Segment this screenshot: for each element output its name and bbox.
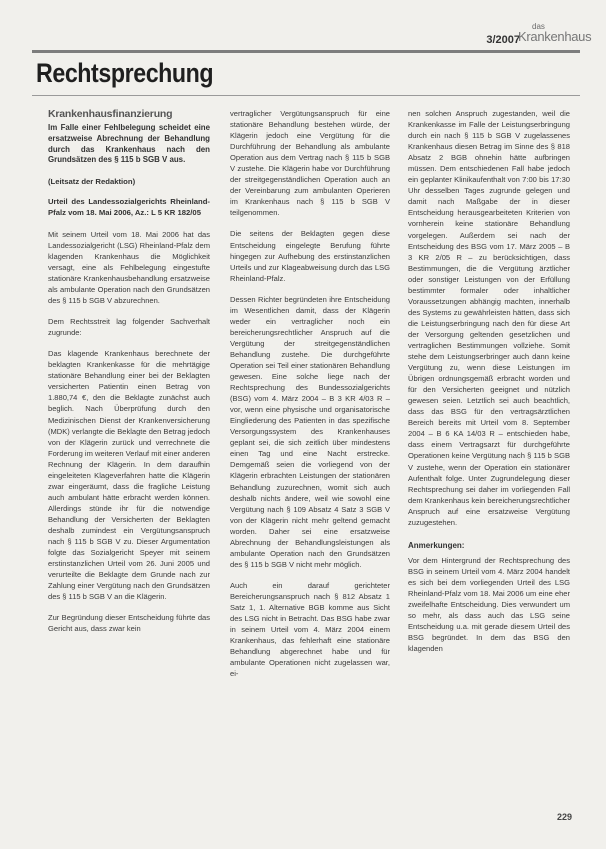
body-paragraph: Das klagende Krankenhaus berechnete der beklagten Krankenkasse für die mehrtägige stationäre Behandlung einer bei der Beklagten versicherten Patientin einen Betrag von 1.880,74 €, den die Beklagte zunächst auch beglich. Nach Überprüfung durch den Medizinischen Dienst der Krankenversicherung (MDK) verlangte die Beklagte den Betrag jedoch von der Klägerin zurück und verrechnete die Forderung im weiteren Verlauf mit einer anderen Rechnung der Klägerin. In dem daraufhin eingeleiteten Klageverfahren hatte die Klägerin zwar eingeräumt, dass die fragliche Leistung auch ambulant hätte erbracht werden können. Allerdings stünde ihr für die notwendige Behandlung der Versicherten der Beklagten deshalb zumindest ein Vergütungsanspruch nach § 115 b SGB V zu. Dieser Argumentation folgte das Sozialgericht Speyer mit seinem erstinstanzlichen Urteil vom 26. Juni 2005 und verurteilte die Beklagte dem Grunde nach zur Zahlung einer Vergütung nach den Grundsätzen des § 115 b SGB V an die Klägerin. [48,349,210,602]
page-number: 229 [556,812,572,822]
magazine-logo [518,22,592,48]
body-paragraph: nen solchen Anspruch zugestanden, weil die Krankenkasse im Falle der Leistungserbringung durch ein nach § 115 b SGB V zugelassenes Krankenhaus diesen Betrag im Sinne des § 818 Absatz 2 BGB ohnehin hätte aufbringen müssen. Dem entschiedenen Fall habe jedoch ein geplanter Klinikaufenthalt von 7:00 bis 17:30 Uhr desselben Tages zugrunde gelegen und damit nach Maßgabe der in dieser Entscheidung herausgearbeiteten Kriterien von vornherein keine stationäre Behandlung vorgelegen. Außerdem sei nach der Entscheidung des BSG vom 17. März 2005 – B 3 KR 2/05 R – zu berücksichtigen, dass Bestimmungen, die die Vergütung ärztlicher oder sonstiger Leistungen von der Erfüllung bestimmter formaler oder inhaltlicher Voraussetzungen abhängig machten, innerhalb des Systems zu gewährleisten hätten, dass sich die Leistungserbringung nach den für diese Art der Versorgung geltenden gesetzlichen und vertraglichen Bestimmungen vollziehe. Somit stehe dem Leistungserbringer auch dann keine Vergütung zu, wenn diese Leistungen im Übrigen ordnungsgemäß erbracht worden und für den Versicherten geeignet und nützlich gewesen seien. Letztlich sei auch beachtlich, dass das BSG für den vertragsärztlichen Bereich bereits mit Urteil vom 8. September 2004 – B 6 KA 14/03 R – entschieden habe, dass einem Vertragsarzt für durchgeführte Operationen keine Vergütung nach § 115 b SGB V zustehe, wenn der Operation ein stationärer Aufenthalt folge. Unter Zugrundelegung dieser Rechtsprechung sei daher im vorliegenden Fall dem Krankenhaus kein bereicherungsrechtlicher Anspruch auf eine ersatzweise Vergütung zuzugestehen. [408,109,570,527]
editor-note: (Leitsatz der Redaktion) [48,177,136,187]
body-paragraph: Dessen Richter begründeten ihre Entscheidung im Wesentlichen damit, dass der Klägerin weder ein vertraglicher noch ein bereicherungsrechtlicher Anspruch auf die Vergütung der streitgegenständlichen Behandlung zustehe. Die durchgeführte Operation sei Teil einer stationären Behandlung gewesen. Eine solche liege nach der Rechtsprechung des Bundessozialgerichts (BSG) vom 4. März 2004 – B 3 KR 4/03 R – vor, wenn eine physische und organisatorische Eingliederung des Patienten in das spezifische Versorgungssystem des Krankenhauses geplant sei, die sich zeitlich über mindestens einen Tag und eine Nacht erstrecke. Demgemäß seien die vorliegend von der Klägerin erbrachten Leistungen der stationären Behandlung zuzurechnen, womit sich auch deshalb nichts ändere, weil wie sowohl eine Vergütung nach § 109 Absatz 4 Satz 3 SGB V von der Klägerin nicht mehr geltend gemacht worden. Daher sei eine ersatzweise Abrechnung der Behandlungsleistungen als ambulante Operation nach den Grundsätzen des § 115 b SGB V nicht mehr möglich. [230,294,390,569]
column-2 [230,108,390,689]
body-paragraph: Zur Begründung dieser Entscheidung führte das Gericht aus, dass zwar kein [48,613,210,634]
body-paragraph: Mit seinem Urteil vom 18. Mai 2006 hat das Landessozialgericht (LSG) Rheinland-Pfalz dem klagenden Krankenhaus die Möglichkeit versagt, eine als Fehlbelegung eingestufte stationäre Krankenhausbehandlung ersatzweise als ambulante Operation nach den Grundsätzen des § 115 b SGB V abzurechnen. [48,229,210,306]
body-paragraph: vertraglicher Vergütungsanspruch für eine stationäre Behandlung bestehen würde, der Klägerin jedoch eine Vergütung für die Durchführung der Behandlung als ambulante Operation aus dem Vertrag nach § 115 b SGB V zustehe. Die Klägerin habe vor Durchführung der streitgegenständlichen Operation auch an der Vereinbarung zum ambulanten Operieren im Krankenhaus nach § 115 b SGB V teilgenommen. [230,109,390,218]
column-1 [48,108,210,644]
header-rule [32,50,580,53]
logo-small-text: das [532,22,545,31]
column-3 [408,108,570,664]
section-title: Rechtsprechung [36,58,214,88]
title-rule [32,95,580,96]
body-paragraph: Die seitens der Beklagten gegen diese Entscheidung eingelegte Berufung führte hingegen zur Aufhebung des erstinstanzlichen Urteils und zur Klageabweisung durch das LSG Rheinland-Pfalz. [230,229,390,283]
issue-number: 3/2007 [486,34,520,46]
remarks-heading: Anmerkungen: [408,540,465,550]
body-paragraph: Auch ein darauf gerichteter Bereicherungsanspruch nach § 812 Absatz 1 Satz 1, 1. Alternative BGB komme aus Sicht des LSG nicht in Betracht. Das BSG habe zwar in seinem Urteil vom 4. März 2004 einem Krankenhaus, das fehlerhaft eine stationäre Behandlung abgerechnet habe und für ambulante Operationen nicht zugelassen war, ei- [230,580,390,679]
article-lead: Im Falle einer Fehlbelegung scheidet eine ersatzweise Abrechnung der Behandlung durch das Krankenhaus nach den Grundsätzen des § 115 b SGB V aus. [48,123,210,165]
court-reference: Urteil des Landessozialgerichts Rheinland-Pfalz vom 18. Mai 2006, Az.: L 5 KR 182/05 [48,197,210,218]
page-header [32,22,592,50]
article-heading: Krankenhausfinanzierung [48,108,173,120]
logo-main-text: Krankenhaus [518,29,592,44]
remarks-paragraph: Vor dem Hintergrund der Rechtsprechung des BSG in seinem Urteil vom 4. März 2004 handelt es sich bei dem vorliegenden Urteil des LSG Rheinland-Pfalz vom 18. Mai 2006 um eine eher zweifelhafte Entscheidung. Dies verwundert um so mehr, als dass auch das LSG seine Entscheidung u.a. mit gerade diesem Urteil des BSG begründet. In dem das BSG den klagenden [408,555,570,654]
body-paragraph: Dem Rechtsstreit lag folgender Sachverhalt zugrunde: [48,317,210,338]
